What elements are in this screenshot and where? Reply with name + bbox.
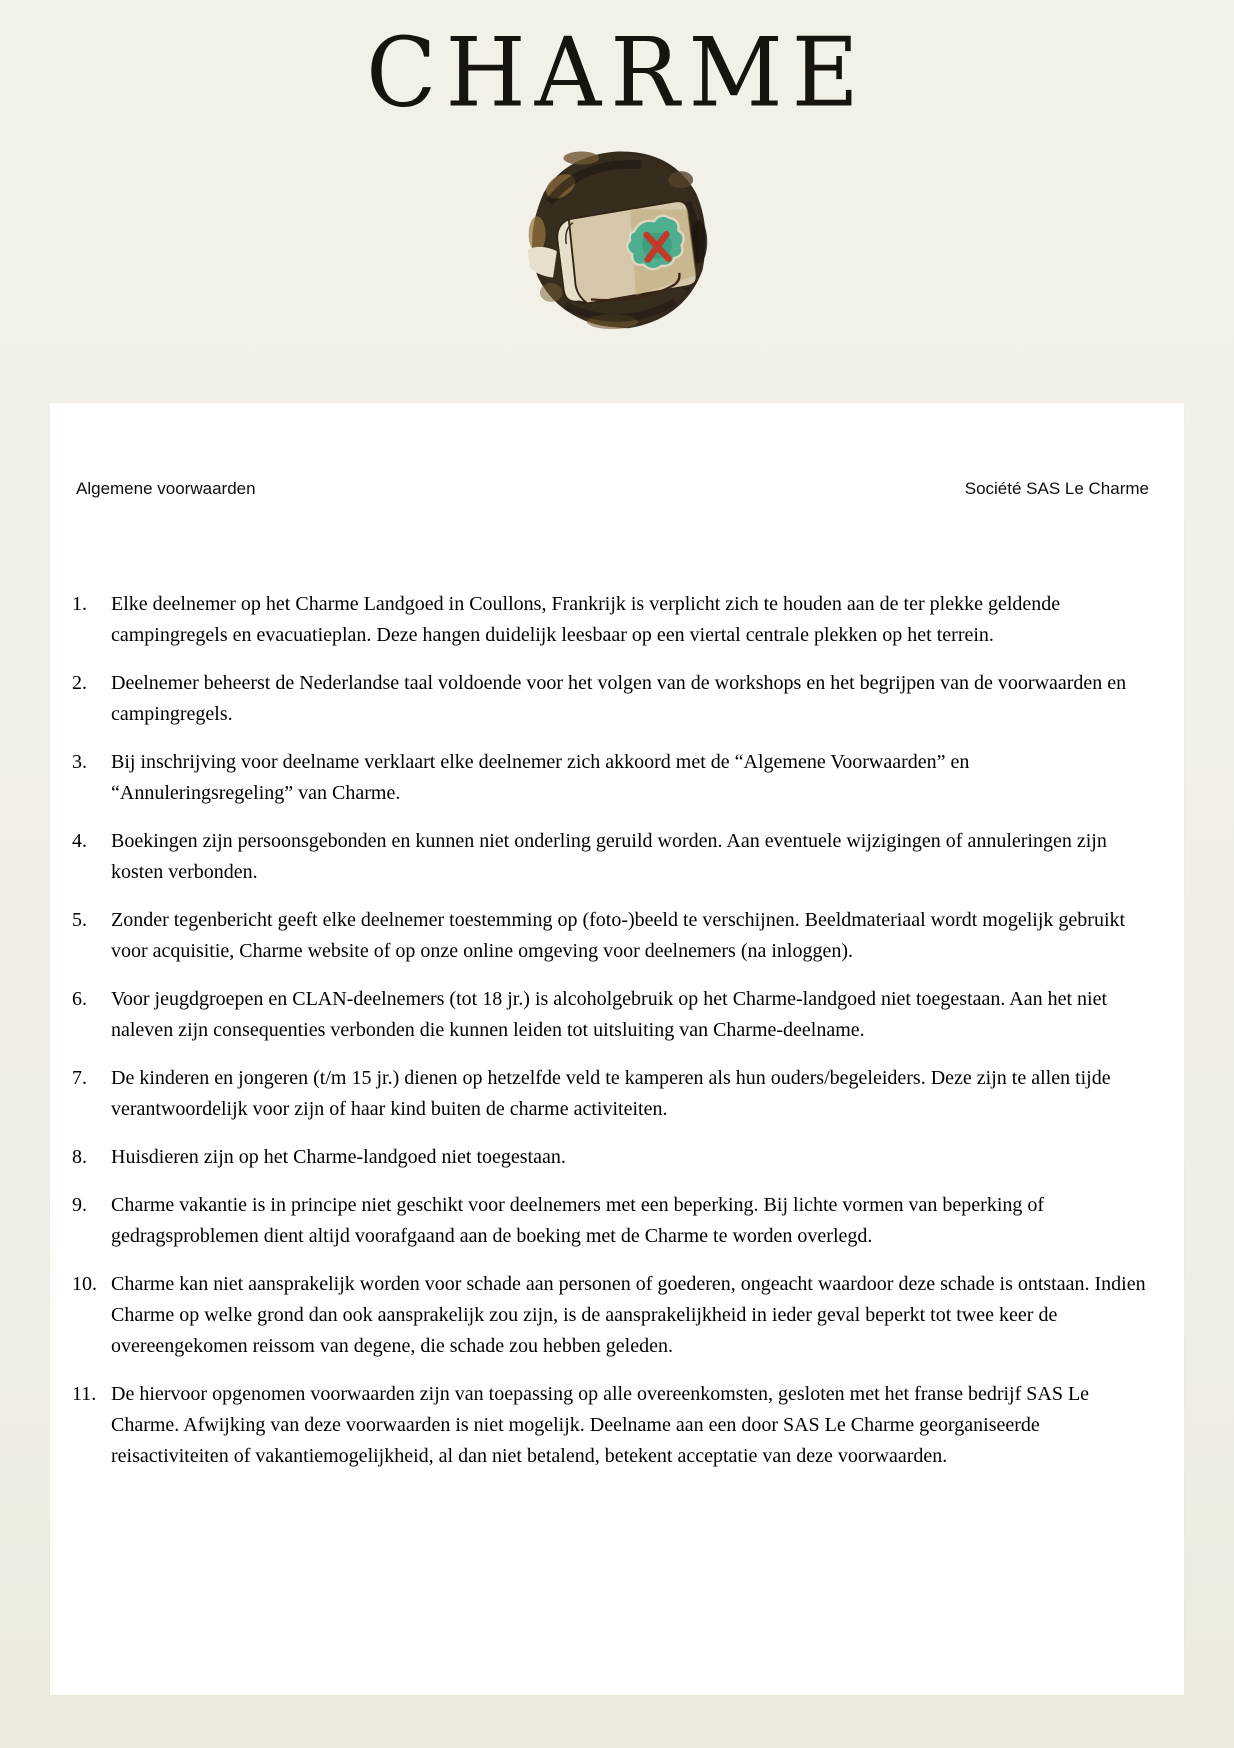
term-item [72, 984, 1149, 1046]
term-number: 8. [72, 1146, 87, 1169]
term-number: 1. [72, 593, 87, 616]
term-item [72, 1190, 1149, 1252]
term-number: 3. [72, 751, 87, 774]
term-text: Voor jeugdgroepen en CLAN-deelnemers (tot 18 jr.) is alcoholgebruik op het Charme-landgoed niet toegestaan. Aan het niet naleven zijn consequenties verbonden die kunnen leiden tot uitsluiting van Charme-deelname. [111, 988, 1108, 1042]
term-number: 11. [72, 1383, 97, 1406]
term-text: De kinderen en jongeren (t/m 15 jr.) dienen op hetzelfde veld te kamperen als hun ouders/begeleiders. Deze zijn te allen tijde verantwoordelijk voor zijn of haar kind buiten de charme activiteiten. [111, 1067, 1111, 1121]
term-item [72, 1379, 1149, 1472]
document-header [72, 479, 1149, 499]
term-number: 7. [72, 1067, 87, 1090]
treasure-map-logo-icon [523, 139, 711, 337]
term-text: De hiervoor opgenomen voorwaarden zijn van toepassing op alle overeenkomsten, gesloten met het franse bedrijf SAS Le Charme. Afwijking van deze voorwaarden is niet mogelijk. Deelname aan een door SAS Le Charme georganiseerde reisactiviteiten of vakantiemogelijkheid, al dan niet betalend, betekent acceptatie van deze voorwaarden. [111, 1383, 1090, 1468]
document-card [50, 403, 1184, 1695]
term-text: Bij inschrijving voor deelname verklaart elke deelnemer zich akkoord met de “Algemene Voorwaarden” en “Annuleringsregeling” van Charme. [111, 751, 970, 805]
term-text: Charme vakantie is in principe niet geschikt voor deelnemers met een beperking. Bij lichte vormen van beperking of gedragsproblemen dient altijd voorafgaand aan de boeking met de Charme te worden overlegd. [111, 1194, 1045, 1248]
term-item [72, 1142, 1149, 1173]
term-item [72, 747, 1149, 809]
term-number: 4. [72, 830, 87, 853]
company-name: Société SAS Le Charme [964, 479, 1149, 499]
term-text: Boekingen zijn persoonsgebonden en kunnen niet onderling geruild worden. Aan eventuele wijzigingen of annuleringen zijn kosten verbonden. [111, 830, 1107, 884]
brand-logo-text: CHARME [366, 16, 868, 129]
term-item [72, 668, 1149, 730]
term-number: 9. [72, 1194, 87, 1217]
brand-logo-container [0, 139, 1234, 339]
term-number: 2. [72, 672, 87, 695]
term-number: 10. [72, 1273, 97, 1296]
term-item [72, 1063, 1149, 1125]
term-text: Charme kan niet aansprakelijk worden voor schade aan personen of goederen, ongeacht waardoor deze schade is ontstaan. Indien Charme op welke grond dan ook aansprakelijk zou zijn, is de aansprakelijkheid in ieder geval beperkt tot twee keer de overeengekomen reissom van degene, die schade zou hebben geleden. [111, 1273, 1146, 1358]
term-text: Zonder tegenbericht geeft elke deelnemer toestemming op (foto-)beeld te verschijnen. Beeldmateriaal wordt mogelijk gebruikt voor acquisitie, Charme website of op onze online omgeving voor deelnemers (na inloggen). [111, 909, 1126, 963]
term-item [72, 589, 1149, 651]
term-text: Huisdieren zijn op het Charme-landgoed niet toegestaan. [111, 1146, 566, 1169]
term-number: 6. [72, 988, 87, 1011]
term-item [72, 905, 1149, 967]
terms-list [72, 589, 1149, 1472]
document-title: Algemene voorwaarden [76, 479, 256, 499]
term-item [72, 1269, 1149, 1362]
term-text: Elke deelnemer op het Charme Landgoed in Coullons, Frankrijk is verplicht zich te houden aan de ter plekke geldende campingregels en evacuatieplan. Deze hangen duidelijk leesbaar op een viertal centrale plekken op het terrein. [111, 593, 1061, 647]
term-number: 5. [72, 909, 87, 932]
term-text: Deelnemer beheerst de Nederlandse taal voldoende voor het volgen van de workshops en het begrijpen van de voorwaarden en campingregels. [111, 672, 1127, 726]
term-item [72, 826, 1149, 888]
